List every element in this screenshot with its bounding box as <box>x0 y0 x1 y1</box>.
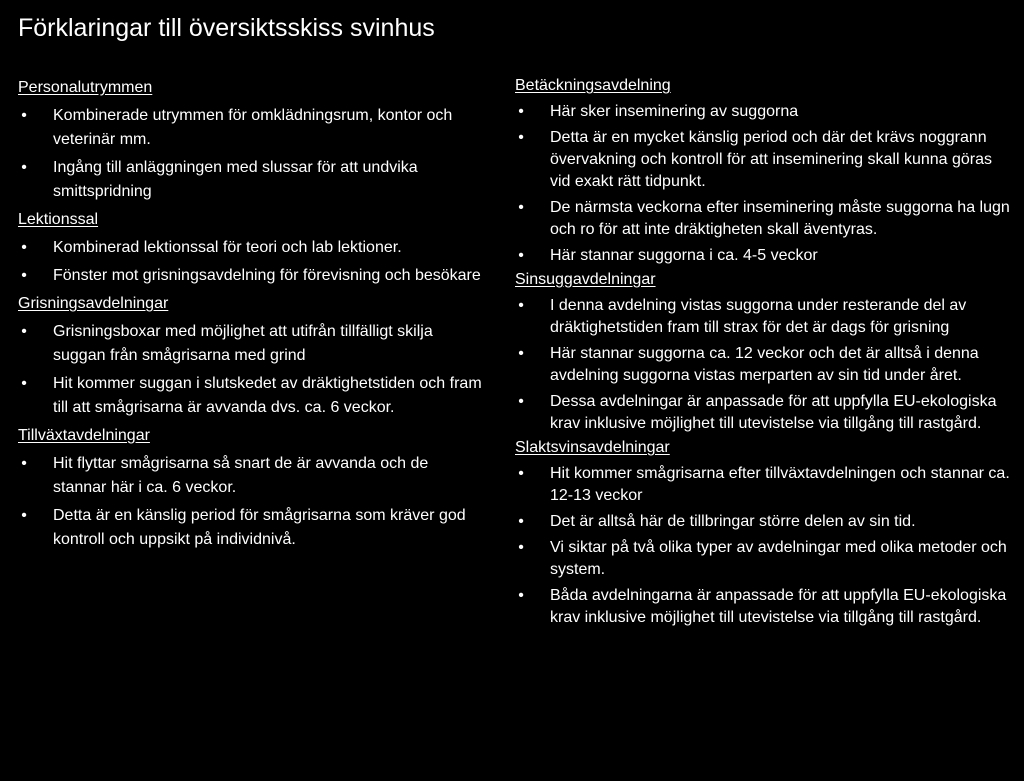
list-item <box>18 320 483 368</box>
bullet-list <box>515 101 1015 267</box>
bullet-icon: • <box>518 393 524 410</box>
section-sinsuggavdelningar <box>515 269 1015 435</box>
list-item-text: Hit flyttar smågrisarna så snart de är avvanda och de stannar här i ca. 6 veckor. <box>53 455 429 496</box>
list-item <box>515 391 1015 435</box>
left-column <box>18 76 483 552</box>
bullet-icon: • <box>518 297 524 314</box>
list-item <box>515 463 1015 507</box>
list-item-text: Fönster mot grisningsavdelning för förevisning och besökare <box>53 267 481 284</box>
list-item <box>18 372 483 420</box>
bullet-icon: • <box>21 507 27 524</box>
section-heading: Betäckningsavdelning <box>515 77 671 94</box>
list-item <box>515 127 1015 193</box>
list-item-text: Kombinerad lektionssal för teori och lab lektioner. <box>53 239 402 256</box>
list-item <box>515 295 1015 339</box>
bullet-icon: • <box>21 375 27 392</box>
list-item-text: Kombinerade utrymmen för omklädningsrum, kontor och veterinär mm. <box>53 107 453 148</box>
list-item <box>18 236 483 260</box>
list-item-text: Hit kommer suggan i slutskedet av dräktighetstiden och fram till att smågrisarna är avvanda dvs. ca. 6 veckor. <box>53 375 482 416</box>
list-item-text: De närmsta veckorna efter inseminering måste suggorna ha lugn och ro för att inte dräktigheten skall äventyras. <box>550 199 1010 238</box>
list-item <box>515 585 1015 629</box>
bullet-icon: • <box>21 323 27 340</box>
bullet-list <box>18 104 483 204</box>
list-item <box>18 264 483 288</box>
list-item <box>515 537 1015 581</box>
bullet-icon: • <box>21 107 27 124</box>
list-item-text: Båda avdelningarna är anpassade för att uppfylla EU-ekologiska krav inklusive möjlighet till utevistelse via tillgång till rastgård. <box>550 587 1007 626</box>
bullet-list <box>18 236 483 288</box>
list-item <box>18 504 483 552</box>
list-item-text: Här sker inseminering av suggorna <box>550 103 799 120</box>
list-item-text: Detta är en känslig period för smågrisarna som kräver god kontroll och uppsikt på individnivå. <box>53 507 466 548</box>
bullet-icon: • <box>518 539 524 556</box>
list-item-text: Här stannar suggorna ca. 12 veckor och det är alltså i denna avdelning suggorna vistas merparten av sin tid under året. <box>550 345 979 384</box>
bullet-icon: • <box>518 465 524 482</box>
bullet-icon: • <box>518 199 524 216</box>
bullet-icon: • <box>518 103 524 120</box>
bullet-list <box>515 295 1015 435</box>
bullet-icon: • <box>21 455 27 472</box>
section-grisningsavdelningar <box>18 292 483 420</box>
list-item-text: Vi siktar på två olika typer av avdelningar med olika metoder och system. <box>550 539 1007 578</box>
list-item-text: Detta är en mycket känslig period och där det krävs noggrann övervakning och kontroll för att inseminering skall kunna göras vid exakt rätt tidpunkt. <box>550 129 993 190</box>
bullet-icon: • <box>518 345 524 362</box>
section-betackningsavdelning <box>515 75 1015 267</box>
section-heading: Sinsuggavdelningar <box>515 271 656 288</box>
list-item-text: Dessa avdelningar är anpassade för att uppfylla EU-ekologiska krav inklusive möjlighet till utevistelse via tillgång till rastgård. <box>550 393 997 432</box>
bullet-icon: • <box>21 267 27 284</box>
list-item-text: Hit kommer smågrisarna efter tillväxtavdelningen och stannar ca. 12-13 veckor <box>550 465 1010 504</box>
section-lektionssal <box>18 208 483 288</box>
section-slaktsvinsavdelningar <box>515 437 1015 629</box>
list-item <box>18 104 483 152</box>
bullet-icon: • <box>518 587 524 604</box>
list-item <box>18 156 483 204</box>
section-heading: Slaktsvinsavdelningar <box>515 439 670 456</box>
section-heading: Grisningsavdelningar <box>18 295 169 312</box>
page-title: Förklaringar till översiktsskiss svinhus <box>18 14 435 42</box>
list-item <box>18 452 483 500</box>
list-item <box>515 101 1015 123</box>
bullet-icon: • <box>518 129 524 146</box>
bullet-list <box>18 452 483 552</box>
list-item-text: Det är alltså här de tillbringar större delen av sin tid. <box>550 513 916 530</box>
bullet-icon: • <box>518 247 524 264</box>
section-heading: Tillväxtavdelningar <box>18 427 150 444</box>
list-item-text: I denna avdelning vistas suggorna under resterande del av dräktighetstiden fram till strax för det är dags för grisning <box>550 297 967 336</box>
list-item <box>515 511 1015 533</box>
list-item-text: Grisningsboxar med möjlighet att utifrån tillfälligt skilja suggan från smågrisarna med grind <box>53 323 433 364</box>
list-item-text: Här stannar suggorna i ca. 4-5 veckor <box>550 247 818 264</box>
section-heading: Lektionssal <box>18 211 99 228</box>
right-column <box>515 75 1015 629</box>
bullet-list <box>515 463 1015 629</box>
list-item <box>515 343 1015 387</box>
bullet-icon: • <box>21 159 27 176</box>
list-item <box>515 245 1015 267</box>
bullet-icon: • <box>518 513 524 530</box>
list-item-text: Ingång till anläggningen med slussar för att undvika smittspridning <box>53 159 418 200</box>
list-item <box>515 197 1015 241</box>
bullet-list <box>18 320 483 420</box>
section-personalutrymmen <box>18 76 483 204</box>
bullet-icon: • <box>21 239 27 256</box>
section-tillvaxtavdelningar <box>18 424 483 552</box>
section-heading: Personalutrymmen <box>18 79 153 96</box>
